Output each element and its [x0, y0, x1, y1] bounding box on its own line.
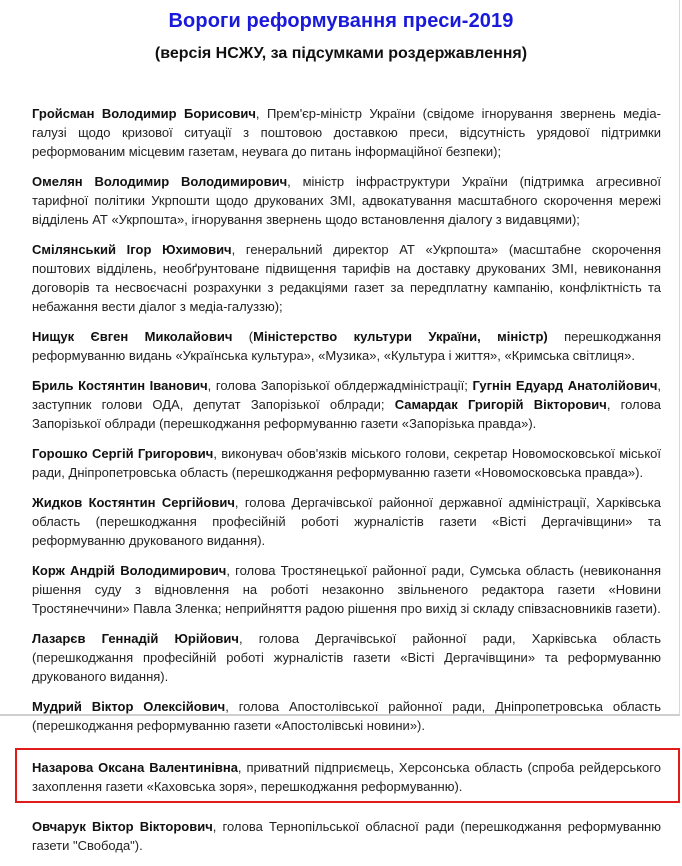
document-title: Вороги реформування преси-2019	[168, 10, 514, 32]
entry-horoshko	[32, 444, 661, 482]
entry-groysman	[32, 104, 661, 161]
entry-name: Лазарєв Геннадій Юрійович	[32, 631, 239, 646]
entry-name: Нищук Євген Миколайович	[32, 329, 233, 344]
entry-name: Бриль Костянтин Іванович	[32, 378, 208, 393]
entry-text-b: , заступник голови ОДА, депутат Запорізької облради;	[32, 378, 661, 412]
entry-text: , голова Запорізької облради (перешкоджання реформуванню газети «Запорізька правда»).	[32, 397, 662, 431]
entry-name: Гройсман Володимир Борисович	[32, 106, 256, 121]
entry-name: Корж Андрій Володимирович	[32, 563, 227, 578]
entry-ovcharuk	[32, 817, 661, 855]
entry-name: Овчарук Віктор Вікторович	[32, 819, 213, 834]
entry-name: Мудрий Віктор Олексійович	[32, 699, 226, 714]
entry-text: , Прем'єр-міністр України (свідоме ігнорування звернень медіа-галузі щодо кризової ситуації з поштовою доставкою преси, відсутність урядової підтримки реформованим місцевим газетам, неувага до питань інформаційної безпеки);	[32, 106, 661, 159]
entry-name: Смілянський Ігор Юхимович	[32, 242, 232, 257]
entry-name: Назарова Оксана Валентинівна	[32, 760, 238, 775]
entry-text: , виконувач обов'язків міського голови, секретар Новомосковської міської ради, Дніпропетровська область (перешкоджання реформуванню газети «Новомосковська правда»).	[32, 446, 661, 480]
entry-omelyan	[32, 172, 661, 229]
entry-bryl	[32, 376, 661, 433]
entry-text: , міністр інфраструктури України (підтримка агресивної тарифної політики Укрпошти щодо друкованих ЗМІ, адвокатування масштабного скорочення мережі відділень АТ «Укрпошта», ігнорування звернень щодо встановлення діалогу з видавцями);	[32, 174, 661, 227]
entry-name-2: Гугнін Едуард Анатолійович	[472, 378, 658, 393]
entry-text-a: , голова Запорізької облдержадміністрації;	[207, 378, 473, 393]
entry-text: , голова Дергачівської районної ради, Харківська область (перешкоджання професійній роботі журналістів газети «Вісті Дергачівщини» та реформуванню друкованого видання).	[32, 631, 662, 684]
entry-text: , приватний підприємець, Херсонська область (спроба рейдерського захоплення газети «Каховська зоря», перешкоджання реформуванню).	[32, 760, 661, 794]
entry-korzh	[32, 561, 661, 618]
entry-smilyanskyi	[32, 240, 661, 316]
entry-text: , генеральний директор АТ «Укрпошта» (масштабне скорочення поштових відділень, необґрунтоване підвищення тарифів на доставку друкованих ЗМІ, невиконання договорів та несвоєчасні розрахунки з редакціями газет за передплатну кампанію, конфліктність та небажання вести діалог з медіа-галуззю);	[32, 242, 661, 314]
entry-name: Омелян Володимир Володимирович	[32, 174, 288, 189]
entry-nazarova-highlighted	[32, 758, 661, 796]
entry-name-3: Самардак Григорій Вікторович	[394, 397, 607, 412]
entry-lazariev	[32, 629, 661, 686]
document-subtitle: (версія НСЖУ, за підсумками роздержавлення)	[154, 45, 528, 62]
entry-mudryi	[32, 697, 661, 735]
entry-name: Жидков Костянтин Сергійович	[32, 495, 235, 510]
entry-nyshchuk	[32, 327, 661, 365]
entry-text: , голова Тернопільської обласної ради (перешкоджання реформуванню газети "Свобода").	[32, 819, 661, 853]
entry-name: Горошко Сергій Григорович	[32, 446, 214, 461]
entry-text-a: (	[232, 329, 254, 344]
entry-zhydkov	[32, 493, 661, 550]
entries-list	[32, 104, 661, 866]
entry-text: , голова Апостолівської районної ради, Дніпропетровська область (перешкоджання реформуванню газети «Апостолівські новини»).	[32, 699, 661, 733]
entry-text: перешкоджання реформуванню видань «Українська культура», «Музика», «Культура і життя», «Кримська світлиця».	[32, 329, 661, 363]
entry-text: , голова Тростянецької районної ради, Сумська область (невиконання рішення суду з відновлення на роботі незаконно звільненого редактора газети «Новини Тростянеччини» Павла Зленка; неприйняття радою рішення про вихід зі складу співзасновників газети).	[32, 563, 661, 616]
entry-text: , голова Дергачівської районної державної адміністрації, Харківська область (перешкоджання професійній роботі журналістів газети «Вісті Дергачівщини» та реформуванню друкованого видання).	[32, 495, 662, 548]
entry-position: Міністерство культури України, міністр)	[253, 329, 548, 344]
